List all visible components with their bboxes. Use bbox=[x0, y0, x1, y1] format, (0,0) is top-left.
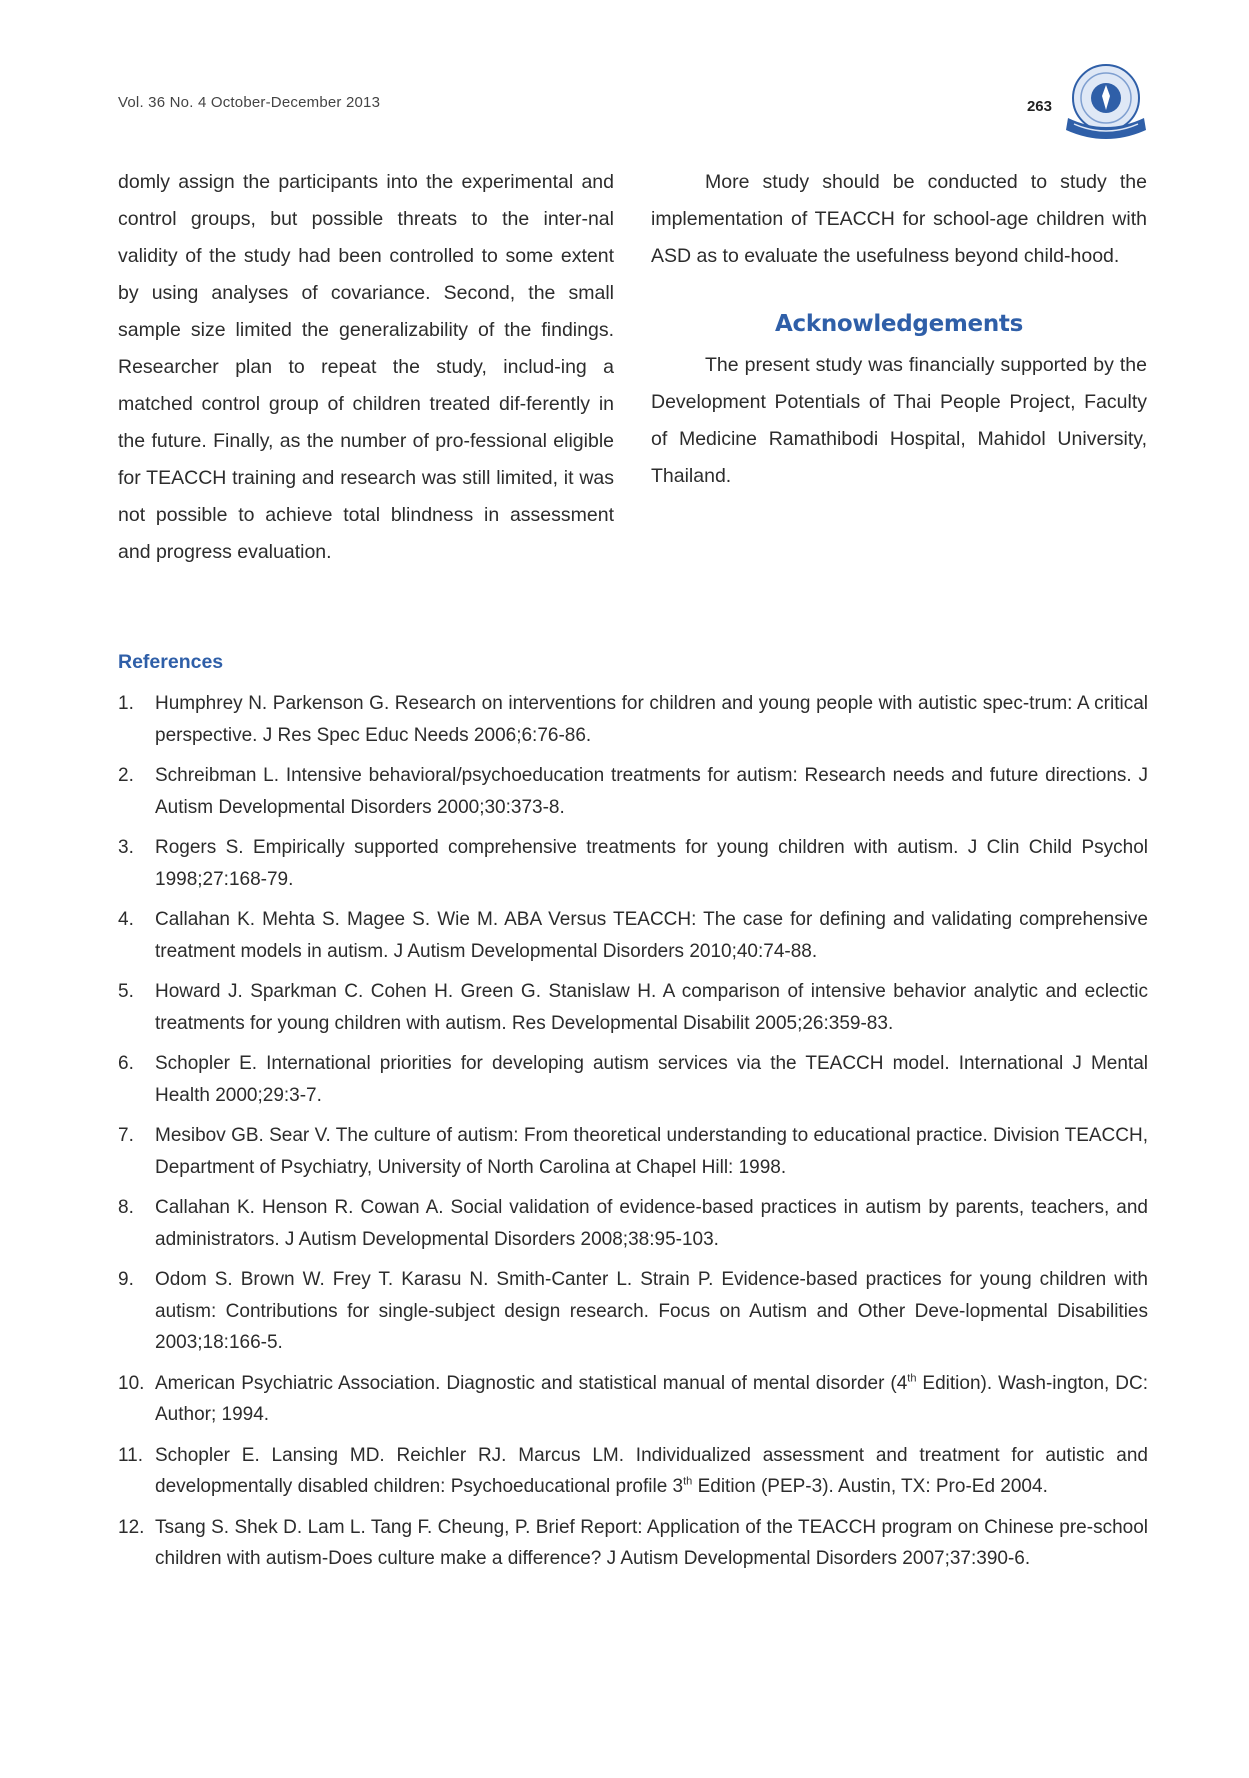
reference-number: 2. bbox=[118, 765, 134, 786]
ordinal-superscript: th bbox=[683, 1475, 693, 1488]
acknowledgements-paragraph: The present study was financially supported by the Development Potentials of Thai People Project, Faculty of Medicine Ramathibodi Hospital, Mahidol University, Thailand. bbox=[651, 354, 1147, 487]
reference-text: Tsang S. Shek D. Lam L. Tang F. Cheung, P. Brief Report: Application of the TEACCH program on Chinese pre-school children with autism-Does culture make a difference? J Autism Developmental Disorders 2007;37:390-6. bbox=[155, 1516, 1148, 1569]
reference-text: Mesibov GB. Sear V. The culture of autism: From theoretical understanding to educational practice. Division TEACCH, Department of Psychiatry, University of North Carolina at Chapel Hill: 1998. bbox=[155, 1125, 1148, 1178]
reference-text: Schopler E. International priorities for developing autism services via the TEACCH model. International J Mental Health 2000;29:3-7. bbox=[155, 1053, 1148, 1106]
reference-number: 8. bbox=[118, 1197, 134, 1218]
reference-number: 12. bbox=[118, 1516, 145, 1538]
reference-number: 10. bbox=[118, 1372, 145, 1394]
journal-seal-icon bbox=[1064, 58, 1148, 150]
reference-text: Rogers S. Empirically supported comprehensive treatments for young children with autism. J Clin Child Psychol 1998;27:168-79. bbox=[155, 837, 1148, 890]
reference-number: 6. bbox=[118, 1053, 134, 1074]
left-column bbox=[118, 164, 614, 571]
reference-item bbox=[118, 832, 1148, 895]
acknowledgements-heading: Acknowledgements bbox=[775, 311, 1023, 337]
body-paragraph: domly assign the participants into the experimental and control groups, but possible threats to the inter-nal validity of the study had been controlled to some extent by using analyses of covariance. Second, the small sample size limited the generalizability of the findings. Researcher plan to repeat the study, includ-ing a matched control group of children treated dif-ferently in the future. Finally, as the number of pro-fessional eligible for TEACCH training and research was still limited, it was not possible to achieve total blindness in assessment and progress evaluation. bbox=[118, 171, 614, 563]
reference-text: Howard J. Sparkman C. Cohen H. Green G. Stanislaw H. A comparison of intensive behavior analytic and eclectic treatments for young children with autism. Res Developmental Disabilit 2005;26:359-83. bbox=[155, 981, 1148, 1034]
reference-number: 7. bbox=[118, 1125, 134, 1146]
reference-number: 1. bbox=[118, 693, 134, 714]
reference-item bbox=[118, 1512, 1148, 1575]
reference-text: Callahan K. Mehta S. Magee S. Wie M. ABA Versus TEACCH: The case for defining and validating comprehensive treatment models in autism. J Autism Developmental Disorders 2010;40:74-88. bbox=[155, 909, 1148, 962]
reference-list bbox=[118, 688, 1148, 1575]
reference-item bbox=[118, 1264, 1148, 1359]
right-column bbox=[651, 164, 1147, 495]
references-section bbox=[118, 648, 1148, 1584]
reference-number: 3. bbox=[118, 837, 134, 858]
reference-text bbox=[155, 1368, 1148, 1431]
reference-text: Humphrey N. Parkenson G. Research on interventions for children and young people with autistic spec-trum: A critical perspective. J Res Spec Educ Needs 2006;6:76-86. bbox=[155, 693, 1148, 746]
references-heading: References bbox=[118, 651, 224, 673]
reference-item bbox=[118, 688, 1148, 751]
reference-text bbox=[155, 1440, 1148, 1503]
reference-item bbox=[118, 976, 1148, 1039]
reference-number: 9. bbox=[118, 1269, 134, 1290]
reference-text-part: Schopler E. Lansing MD. Reichler RJ. Marcus LM. Individualized assessment and treatment for autistic and developmentally disabled children: Psychoeducational profile 3 bbox=[155, 1444, 1148, 1497]
reference-number: 4. bbox=[118, 909, 134, 930]
body-paragraph: More study should be conducted to study the implementation of TEACCH for school-age children with ASD as to evaluate the usefulness beyond child-hood. bbox=[651, 171, 1147, 267]
reference-number: 5. bbox=[118, 981, 134, 1002]
reference-text: Callahan K. Henson R. Cowan A. Social validation of evidence-based practices in autism by parents, teachers, and administrators. J Autism Developmental Disorders 2008;38:95-103. bbox=[155, 1197, 1148, 1250]
reference-text-part: Edition). Wash-ington, DC: Author; 1994. bbox=[155, 1372, 1148, 1425]
page-number: 263 bbox=[1026, 98, 1052, 115]
reference-item bbox=[118, 1120, 1148, 1183]
reference-item bbox=[118, 1368, 1148, 1431]
reference-item bbox=[118, 904, 1148, 967]
running-head: Vol. 36 No. 4 October-December 2013 bbox=[118, 94, 381, 111]
page-header bbox=[118, 92, 1148, 132]
reference-number: 11. bbox=[118, 1444, 144, 1466]
ordinal-superscript: th bbox=[907, 1372, 917, 1385]
reference-text-part: Edition (PEP-3). Austin, TX: Pro-Ed 2004. bbox=[692, 1476, 1048, 1497]
reference-item bbox=[118, 1048, 1148, 1111]
reference-text-part: American Psychiatric Association. Diagnostic and statistical manual of mental disorder (4 bbox=[155, 1372, 908, 1394]
reference-text: Odom S. Brown W. Frey T. Karasu N. Smith-Canter L. Strain P. Evidence-based practices for young children with autism: Contributions for single-subject design research. Focus on Autism and Other Deve-lopmental Disabilities 2003;18:166-5. bbox=[155, 1269, 1148, 1353]
reference-item bbox=[118, 1440, 1148, 1503]
reference-item bbox=[118, 1192, 1148, 1255]
reference-text: Schreibman L. Intensive behavioral/psychoeducation treatments for autism: Research needs and future directions. J Autism Developmental Disorders 2000;30:373-8. bbox=[155, 765, 1148, 818]
reference-item bbox=[118, 760, 1148, 823]
